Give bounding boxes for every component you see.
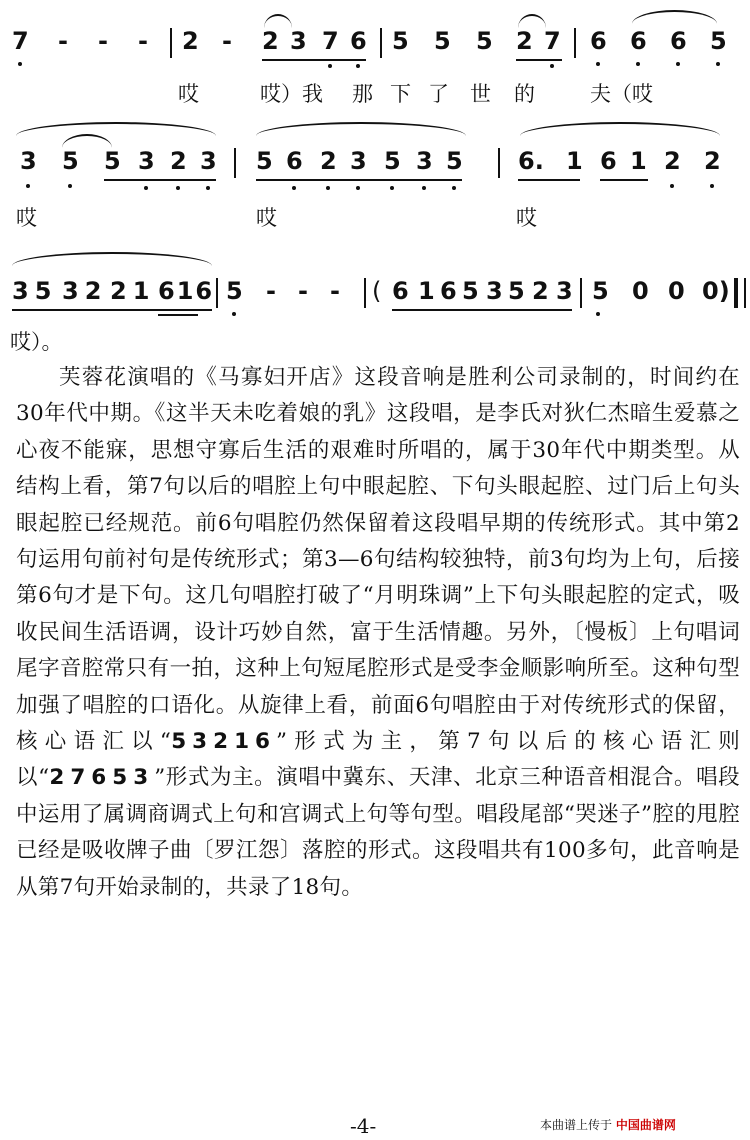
note: 2	[182, 27, 199, 55]
note: 5	[710, 27, 727, 55]
dot	[176, 186, 180, 190]
dot	[596, 312, 600, 316]
dot	[550, 64, 554, 68]
note: 3	[486, 277, 503, 305]
slur	[520, 122, 720, 136]
note: 7	[322, 27, 339, 55]
note: 5	[226, 277, 243, 305]
notation-row-1	[0, 26, 750, 66]
dot	[422, 186, 426, 190]
dot	[596, 62, 600, 66]
lyric: 哎	[16, 206, 37, 230]
text-part-3: ”形式为主。演唱中冀东、天津、北京三种语音相混合。唱段中运用了属调商调式上句和宫调式上句等句型。唱段尾部“哭迷子”腔的甩腔已经是吸收牌子曲〔罗江怨〕落腔的形式。这段唱共有100多句，此音响是从第7句开始录制的，共录了18句。	[16, 765, 740, 900]
note: 2	[532, 277, 549, 305]
note: -	[266, 277, 276, 305]
beam	[256, 179, 462, 181]
beam	[262, 59, 366, 61]
lyric: 下	[390, 82, 411, 106]
commentary-paragraph	[16, 360, 740, 906]
note: 6	[392, 277, 409, 305]
note: 0	[632, 277, 649, 305]
lyric: 世	[470, 82, 491, 106]
note: 2	[704, 147, 721, 175]
note: 3	[200, 147, 217, 175]
note: 21	[110, 277, 156, 305]
note: 7	[12, 27, 29, 55]
note: 1	[418, 277, 435, 305]
note: 6	[590, 27, 607, 55]
note: 5	[62, 147, 79, 175]
beam	[104, 179, 216, 181]
note: 1	[566, 147, 583, 175]
lyric: 那	[352, 82, 373, 106]
lyric: 了	[428, 82, 449, 106]
note: 5	[592, 277, 609, 305]
note: 5	[476, 27, 493, 55]
note: 6	[440, 277, 457, 305]
dot	[356, 186, 360, 190]
note: 2	[664, 147, 681, 175]
slur	[256, 122, 466, 136]
note: 5	[508, 277, 525, 305]
note: -	[138, 27, 148, 55]
note: 5	[462, 277, 479, 305]
note: 2	[262, 27, 279, 55]
footer-watermark	[540, 1116, 676, 1133]
dot	[328, 64, 332, 68]
lyric: 哎	[516, 206, 537, 230]
beam	[12, 309, 212, 311]
note: 6	[600, 147, 617, 175]
lyric: 哎	[178, 82, 199, 106]
commentary-text	[16, 360, 740, 906]
barline	[234, 148, 236, 178]
dot	[676, 62, 680, 66]
slur	[632, 10, 717, 24]
note: 5	[446, 147, 463, 175]
barline	[364, 278, 366, 308]
dot	[670, 184, 674, 188]
note: 3	[290, 27, 307, 55]
dot	[636, 62, 640, 66]
slur	[16, 122, 216, 136]
page-number: -4-	[350, 1114, 377, 1138]
motif-notes-2: 27653	[49, 765, 155, 791]
lyric: 哎	[256, 206, 277, 230]
barline	[744, 278, 746, 308]
note: 616	[158, 277, 215, 305]
beam	[518, 179, 580, 181]
text-part-2: ”形式为主，第7句以后的核心语汇则以“	[16, 729, 740, 791]
barline	[498, 148, 500, 178]
note: 0)	[702, 277, 730, 305]
lyric: 哎）我	[260, 82, 323, 106]
note: 1	[630, 147, 647, 175]
note: 5	[104, 147, 121, 175]
footer-text: 本曲谱上传于	[540, 1118, 613, 1132]
dot	[390, 186, 394, 190]
dot	[356, 64, 360, 68]
note: (	[372, 277, 382, 305]
note: 6	[630, 27, 647, 55]
beam	[158, 314, 198, 316]
dot	[292, 186, 296, 190]
dot	[18, 62, 22, 66]
note: 35	[12, 277, 58, 305]
note: 3	[138, 147, 155, 175]
beam	[600, 179, 648, 181]
final-barline	[734, 278, 738, 308]
note: 6	[286, 147, 303, 175]
note: -	[330, 277, 340, 305]
lyric: 哎）。	[10, 330, 63, 354]
note: 32	[62, 277, 108, 305]
dot	[232, 312, 236, 316]
motif-notes-1: 53216	[171, 729, 277, 755]
barline	[170, 28, 172, 58]
note: 2	[516, 27, 533, 55]
dot	[206, 186, 210, 190]
note: 6	[670, 27, 687, 55]
slur	[264, 14, 292, 28]
note: 7	[544, 27, 561, 55]
beam	[516, 59, 562, 61]
note: -	[58, 27, 68, 55]
dot	[144, 186, 148, 190]
note: 0	[668, 277, 685, 305]
lyric: 夫（哎	[590, 82, 653, 106]
lyric: 的	[514, 82, 535, 106]
note: 5	[384, 147, 401, 175]
note: 3	[20, 147, 37, 175]
note: -	[98, 27, 108, 55]
text-part-1: 芙蓉花演唱的《马寡妇开店》这段音响是胜利公司录制的，时间约在30年代中期。《这半天未吃着娘的乳》这段唱，是李氏对狄仁杰暗生爱慕之心夜不能寐，思想守寡后生活的艰难时所唱的，属于30年代中期类型。从结构上看，第7句以后的唱腔上句中眼起腔、下句头眼起腔、过门后上句头眼起腔已经规范。前6句唱腔仍然保留着这段唱早期的传统形式。其中第2句运用句前衬句是传统形式；第3—6句结构较独特，前3句均为上句，后接第6句才是下句。这几句唱腔打破了“月明珠调”上下句头眼起腔的定式，吸收民间生活语调，设计巧妙自然，富于生活情趣。另外，〔慢板〕上句唱词尾字音腔常只有一拍，这种上句短尾腔形式是受李金顺影响所至。这种句型加强了唱腔的口语化。从旋律上看，前面6句唱腔由于对传统形式的保留，核心语汇以“	[16, 365, 740, 755]
note: -	[222, 27, 232, 55]
note: 2	[320, 147, 337, 175]
note: 5	[434, 27, 451, 55]
note: 5	[392, 27, 409, 55]
note: 2	[170, 147, 187, 175]
note: 6.	[518, 147, 544, 175]
beam	[392, 309, 572, 311]
dot	[452, 186, 456, 190]
note: -	[298, 277, 308, 305]
note: 6	[350, 27, 367, 55]
dot	[716, 62, 720, 66]
barline	[580, 278, 582, 308]
slur	[518, 14, 546, 28]
note: 5	[256, 147, 273, 175]
note: 3	[350, 147, 367, 175]
slur	[12, 252, 212, 266]
dot	[710, 184, 714, 188]
barline	[380, 28, 382, 58]
site-logo: 中国曲谱网	[615, 1118, 676, 1132]
dot	[26, 184, 30, 188]
barline	[574, 28, 576, 58]
dot	[326, 186, 330, 190]
note: 3	[416, 147, 433, 175]
barline	[216, 278, 218, 308]
dot	[68, 184, 72, 188]
note: 3	[556, 277, 573, 305]
